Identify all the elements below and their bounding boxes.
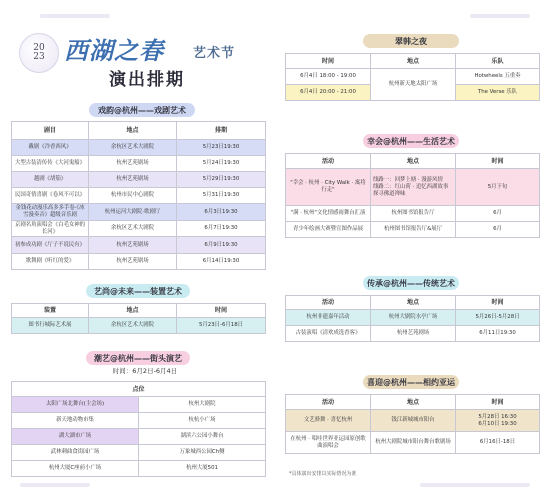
column-header: 点位 <box>12 382 266 397</box>
table-cell: 余杭区艺术大剧院 <box>89 140 177 156</box>
table-cell: 余杭区艺术大剧院 <box>89 318 177 334</box>
table-cell: 6月9日19:30 <box>177 237 266 254</box>
table-row <box>12 221 266 237</box>
table-cell: 5月23日-6月18日 <box>177 318 266 334</box>
table-cell: 6月4日 18:00 - 19:00 <box>286 69 371 85</box>
section-title-life: 幸会@杭州——生活艺术 <box>363 134 459 148</box>
column-header: 地点 <box>89 304 177 318</box>
section-title-street: 潮艺@杭州——街头演艺 <box>86 351 190 365</box>
table-row <box>286 310 540 326</box>
table-row <box>12 140 266 156</box>
table-row <box>12 188 266 204</box>
table-cell: 歌舞剧《听红的爱》 <box>12 254 89 270</box>
column-header: 时间 <box>456 154 540 169</box>
invite-table <box>285 394 540 454</box>
street-period: 时间：6月2日-6月4日 <box>112 367 178 375</box>
table-cell: 戴剧《冷香西风》 <box>12 140 89 156</box>
table-cell: 杭州大剧院 <box>139 397 266 413</box>
table-cell: 民国奇情喜剧《卷风不可以》 <box>12 188 89 204</box>
table-cell: 6月7日19:30 <box>177 221 266 237</box>
table-row <box>12 318 266 334</box>
table-cell: 6月14日19:30 <box>177 254 266 270</box>
column-header: 活动 <box>286 395 371 410</box>
table-row <box>12 461 266 477</box>
table-cell: 杭州图书馆报告厅&展厅 <box>371 222 456 238</box>
table-cell: 余杭区艺术大剧院 <box>89 221 177 237</box>
table-cell: 杭州运河大剧院·歌剧厅 <box>89 204 177 221</box>
section-title-installation: 艺尚@未来——装置艺术 <box>86 284 190 298</box>
installation-table <box>11 303 266 334</box>
table-cell: 线路一：回梦上塘 · 漫游风情 线路二：红山荷 · 追忆西湖故事 探寻佛道禅味 <box>371 169 456 206</box>
section-title-drama: 戏韵@杭州——戏剧艺术 <box>89 103 195 117</box>
table-cell: 湖大湖市广场 <box>12 429 139 445</box>
table-cell: 钱江新城城市阳台 <box>371 410 456 432</box>
column-header: 活动 <box>286 296 371 310</box>
column-header: 排期 <box>177 122 266 140</box>
table-cell: 杭州艺苑剧场 <box>371 326 456 342</box>
table-cell: 6月4日 20:00 - 21:00 <box>286 85 371 101</box>
column-header: 活动 <box>286 154 371 169</box>
drama-table <box>11 121 266 270</box>
table-cell: 6月 <box>456 222 540 238</box>
table-cell: "幸会 · 杭州 · City Walk · 寓将行走" <box>286 169 371 206</box>
table-cell: 6月3日19:30 <box>177 204 266 221</box>
table-cell: 越剧《胡笳》 <box>12 172 89 188</box>
column-header: 地点 <box>371 154 456 169</box>
table-row <box>286 206 540 222</box>
year-line-1: 20 <box>33 43 45 53</box>
table-cell: 湖滨六公园小舞台 <box>139 429 266 445</box>
table-row <box>286 432 540 454</box>
column-header: 时间 <box>177 304 266 318</box>
table-cell: 杭杭小广场 <box>139 413 266 429</box>
table-cell: 图书行城际艺术展 <box>12 318 89 334</box>
section-title-invite: 喜迎@杭州——相约亚运 <box>363 375 459 389</box>
section-title-heritage: 传承@杭州——传统艺术 <box>363 276 459 290</box>
table-row <box>12 429 266 445</box>
column-header: 时间 <box>456 296 540 310</box>
year-badge <box>19 33 59 73</box>
table-row <box>12 156 266 172</box>
table-row <box>286 169 540 206</box>
footnote: *具体演出安排以实际情况为准 <box>289 471 357 477</box>
table-row <box>286 222 540 238</box>
life-table <box>285 153 540 238</box>
decorative-bar <box>20 483 90 487</box>
table-row <box>12 254 266 270</box>
decorative-bar <box>420 483 530 487</box>
table-cell: 杭州艺苑剧场 <box>89 254 177 270</box>
table-cell: The Verse 乐队 <box>456 85 540 101</box>
table-cell: 杭州大厦501 <box>139 461 266 477</box>
table-row <box>12 172 266 188</box>
table-cell: 6月 <box>456 206 540 222</box>
table-cell: 5月下旬 <box>456 169 540 206</box>
table-cell: "满 · 杭州"文化情感雨舞台汇演 <box>286 206 371 222</box>
table-cell: 京剧名角演唱会《白毛女神的长河》 <box>12 221 89 237</box>
page-title: 演出排期 <box>109 70 185 90</box>
table-row <box>12 413 266 429</box>
table-cell: 万象城西公园Ch侧 <box>139 445 266 461</box>
table-cell: 太阳广场北舞台(主会场) <box>12 397 139 413</box>
festival-suffix: 艺术节 <box>193 46 236 61</box>
table-row <box>286 69 540 85</box>
table-cell: 武林刺曲食街园广场 <box>12 445 139 461</box>
year-line-2: 23 <box>33 52 45 62</box>
heritage-table <box>285 295 540 342</box>
summer-table <box>285 53 540 101</box>
table-cell: 杭州大厦C座前小广场 <box>12 461 139 477</box>
column-header: 地点 <box>89 122 177 140</box>
table-cell: 文艺驿舞 · 喜忆杭州 <box>286 410 371 432</box>
table-cell: 杭州大剧院城市阳台舞台歌剧场 <box>371 432 456 454</box>
table-cell: 5月28日 16:30 6月10日 19:30 <box>456 410 540 432</box>
table-cell: 在杭州 · 唱哇世界亚运园原创歌曲演唱会 <box>286 432 371 454</box>
decorative-bar <box>40 14 110 18</box>
table-cell: 新天地动物市集 <box>12 413 139 429</box>
table-cell: 杭州大剧院水亭广场 <box>371 310 456 326</box>
table-row <box>12 237 266 254</box>
decorative-bar <box>470 14 530 18</box>
table-cell: 杭州艺苑剧场 <box>89 237 177 254</box>
table-cell: 5月29日19:30 <box>177 172 266 188</box>
table-row <box>286 410 540 432</box>
table-cell: 杭州艺苑剧场 <box>89 156 177 172</box>
table-cell: 5月24日19:30 <box>177 156 266 172</box>
table-cell: 5月26日-5月28日 <box>456 310 540 326</box>
table-cell: 5月23日19:30 <box>177 140 266 156</box>
column-header: 时间 <box>286 54 371 69</box>
column-header: 装置 <box>12 304 89 318</box>
column-header: 地点 <box>371 395 456 410</box>
section-title-summer: 翠韩之夜 <box>363 34 459 48</box>
column-header: 地点 <box>371 296 456 310</box>
table-cell: 5月31日19:30 <box>177 188 266 204</box>
table-cell: 金钱花动漫乐高多多手卷·《冰雪漫奏音》超级音乐剧 <box>12 204 89 221</box>
table-cell: 6月16日-18日 <box>456 432 540 454</box>
column-header: 剧目 <box>12 122 89 140</box>
table-cell: 杭州图书馆报告厅 <box>371 206 456 222</box>
table-row <box>12 397 266 413</box>
table-row <box>286 326 540 342</box>
table-cell: Hotwheels 五重奏 <box>456 69 540 85</box>
festival-title: 西湖之春 <box>64 36 164 65</box>
table-cell: 杭州市民中心剧院 <box>89 188 177 204</box>
table-cell: 6月11日19:30 <box>456 326 540 342</box>
column-header: 地点 <box>371 54 456 69</box>
table-cell: 初参成功剧《厅子不说民有》 <box>12 237 89 254</box>
table-cell: 杭州新天地太阳广场 <box>371 69 456 101</box>
table-cell: 青少年绘画大赛暨宣图作品展 <box>286 222 371 238</box>
table-cell: 古装演唱《清欢成选香客》 <box>286 326 371 342</box>
table-cell: 大型古装清传传《大河鬼船》 <box>12 156 89 172</box>
table-cell: 杭州艺苑剧场 <box>89 172 177 188</box>
table-cell: 杭州非遗嘉年活动 <box>286 310 371 326</box>
table-row <box>12 445 266 461</box>
street-table <box>11 381 266 477</box>
table-row <box>12 204 266 221</box>
column-header: 乐队 <box>456 54 540 69</box>
column-header: 时间 <box>456 395 540 410</box>
